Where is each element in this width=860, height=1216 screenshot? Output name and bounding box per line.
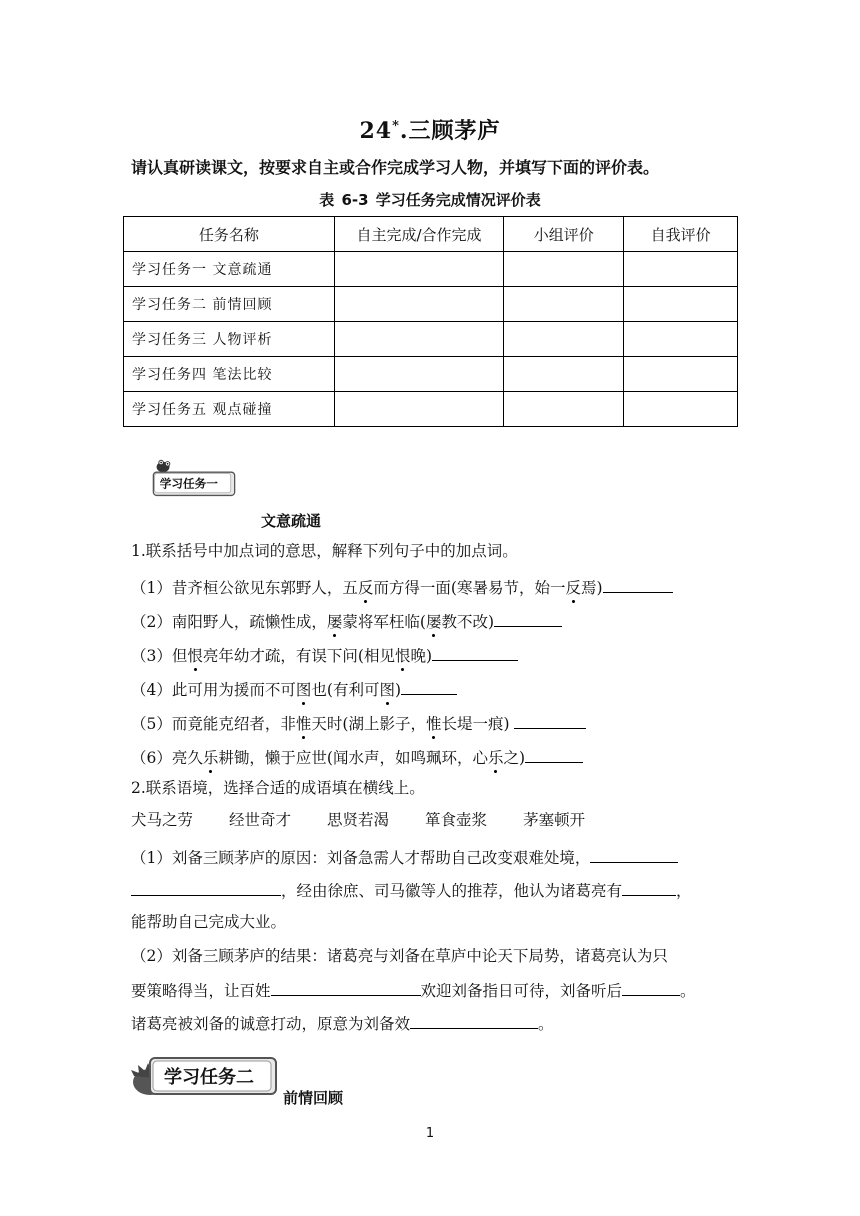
task1-badge-text: 学习任务一 (159, 476, 218, 491)
table-header-cell: 小组评价 (504, 217, 624, 252)
evaluation-table (123, 216, 738, 427)
table-cell-completion[interactable] (334, 392, 504, 427)
idiom-option: 犬马之劳 (131, 811, 194, 829)
page-title: 24*.三顾茅庐 (359, 118, 501, 144)
answer-blank[interactable] (432, 644, 518, 661)
q1-item-4: （4）此可用为援而不可图也(有利可图) (131, 678, 457, 700)
answer-blank[interactable] (590, 846, 678, 863)
q1-item-2: （2）南阳野人，疏懒性成，屡蒙将军枉临(屡教不改) (131, 610, 562, 632)
table-caption: 表 6-3 学习任务完成情况评价表 (319, 191, 541, 209)
answer-blank[interactable] (271, 979, 421, 996)
table-cell-task-name: 学习任务一 文意疏通 (124, 252, 335, 287)
q2-para-1-line-1: （1）刘备三顾茅庐的原因：刘备急需人才帮助自己改变艰难处境， (131, 846, 678, 868)
table-cell-group-eval[interactable] (504, 322, 624, 357)
table-header-row (124, 217, 738, 252)
table-cell-self-eval[interactable] (624, 357, 738, 392)
table-cell-completion[interactable] (334, 357, 504, 392)
answer-blank[interactable] (603, 576, 673, 593)
q2-para-1-line-3: 能帮助自己完成大业。 (131, 913, 287, 931)
table-row (124, 252, 738, 287)
table-cell-self-eval[interactable] (624, 322, 738, 357)
table-row (124, 287, 738, 322)
table-header-cell: 任务名称 (124, 217, 335, 252)
table-cell-group-eval[interactable] (504, 357, 624, 392)
table-cell-completion[interactable] (334, 287, 504, 322)
table-cell-task-name: 学习任务三 人物评析 (124, 322, 335, 357)
table-cell-self-eval[interactable] (624, 252, 738, 287)
answer-blank[interactable] (525, 746, 583, 763)
table-cell-completion[interactable] (334, 322, 504, 357)
idiom-option: 经世奇才 (229, 811, 292, 829)
instruction-text: 请认真研读课文，按要求自主或合作完成学习人物，并填写下面的评价表。 (131, 158, 660, 177)
page-number: 1 (425, 1126, 435, 1141)
table-cell-task-name: 学习任务二 前情回顾 (124, 287, 335, 322)
answer-blank[interactable] (410, 1012, 538, 1029)
q2-para-2-line-3: 诸葛亮被刘备的诚意打动，原意为刘备效 。 (131, 1012, 554, 1034)
table-cell-group-eval[interactable] (504, 392, 624, 427)
answer-blank[interactable] (401, 678, 457, 695)
table-cell-group-eval[interactable] (504, 287, 624, 322)
task2-badge-text: 学习任务二 (164, 1067, 254, 1088)
answer-blank[interactable] (622, 979, 680, 996)
table-row (124, 357, 738, 392)
table-header-cell: 自主完成/合作完成 (334, 217, 504, 252)
q1-item-6: （6）亮久乐耕锄，懒于应世(闻水声，如鸣珮环，心乐之) (131, 746, 583, 768)
question-2: 2.联系语境，选择合适的成语填在横线上。 (131, 779, 425, 797)
table-row (124, 322, 738, 357)
q2-para-1-line-2: ，经由徐庶、司马徽等人的推荐，他认为诸葛亮有 ， (131, 879, 692, 901)
table-cell-task-name: 学习任务五 观点碰撞 (124, 392, 335, 427)
answer-blank[interactable] (514, 712, 586, 729)
idiom-option: 茅塞顿开 (523, 811, 586, 829)
task2-label: 前情回顾 (283, 1089, 344, 1107)
q1-item-3: （3）但恨亮年幼才疏，有误下问(相见恨晚) (131, 644, 518, 666)
task2-badge (130, 1052, 280, 1100)
idiom-option: 箪食壶浆 (425, 811, 488, 829)
badge-mascot-icon (157, 460, 170, 472)
table-cell-completion[interactable] (334, 252, 504, 287)
answer-blank[interactable] (131, 879, 281, 896)
table-cell-group-eval[interactable] (504, 252, 624, 287)
q1-item-1: （1）昔齐桓公欲见东郭野人，五反而方得一面(寒暑易节，始一反焉) (131, 576, 673, 598)
q2-para-2-line-1: （2）刘备三顾茅庐的结果：诸葛亮与刘备在草庐中论天下局势，诸葛亮认为只 (131, 947, 668, 965)
idiom-option: 思贤若渴 (327, 811, 390, 829)
table-row (124, 392, 738, 427)
idiom-options (131, 810, 621, 830)
table-cell-self-eval[interactable] (624, 287, 738, 322)
question-1: 1.联系括号中加点词的意思，解释下列句子中的加点词。 (131, 542, 518, 560)
task1-label: 文意疏通 (261, 512, 322, 530)
table-header-cell: 自我评价 (624, 217, 738, 252)
table-cell-task-name: 学习任务四 笔法比较 (124, 357, 335, 392)
q1-item-5: （5）而竟能克绍者，非惟天时(湖上影子，惟长堤一痕) (131, 712, 586, 734)
table-cell-self-eval[interactable] (624, 392, 738, 427)
answer-blank[interactable] (622, 879, 676, 896)
task1-badge (130, 458, 258, 498)
answer-blank[interactable] (494, 610, 562, 627)
q2-para-2-line-2: 要策略得当，让百姓 欢迎刘备指日可待，刘备听后 。 (131, 979, 696, 1001)
